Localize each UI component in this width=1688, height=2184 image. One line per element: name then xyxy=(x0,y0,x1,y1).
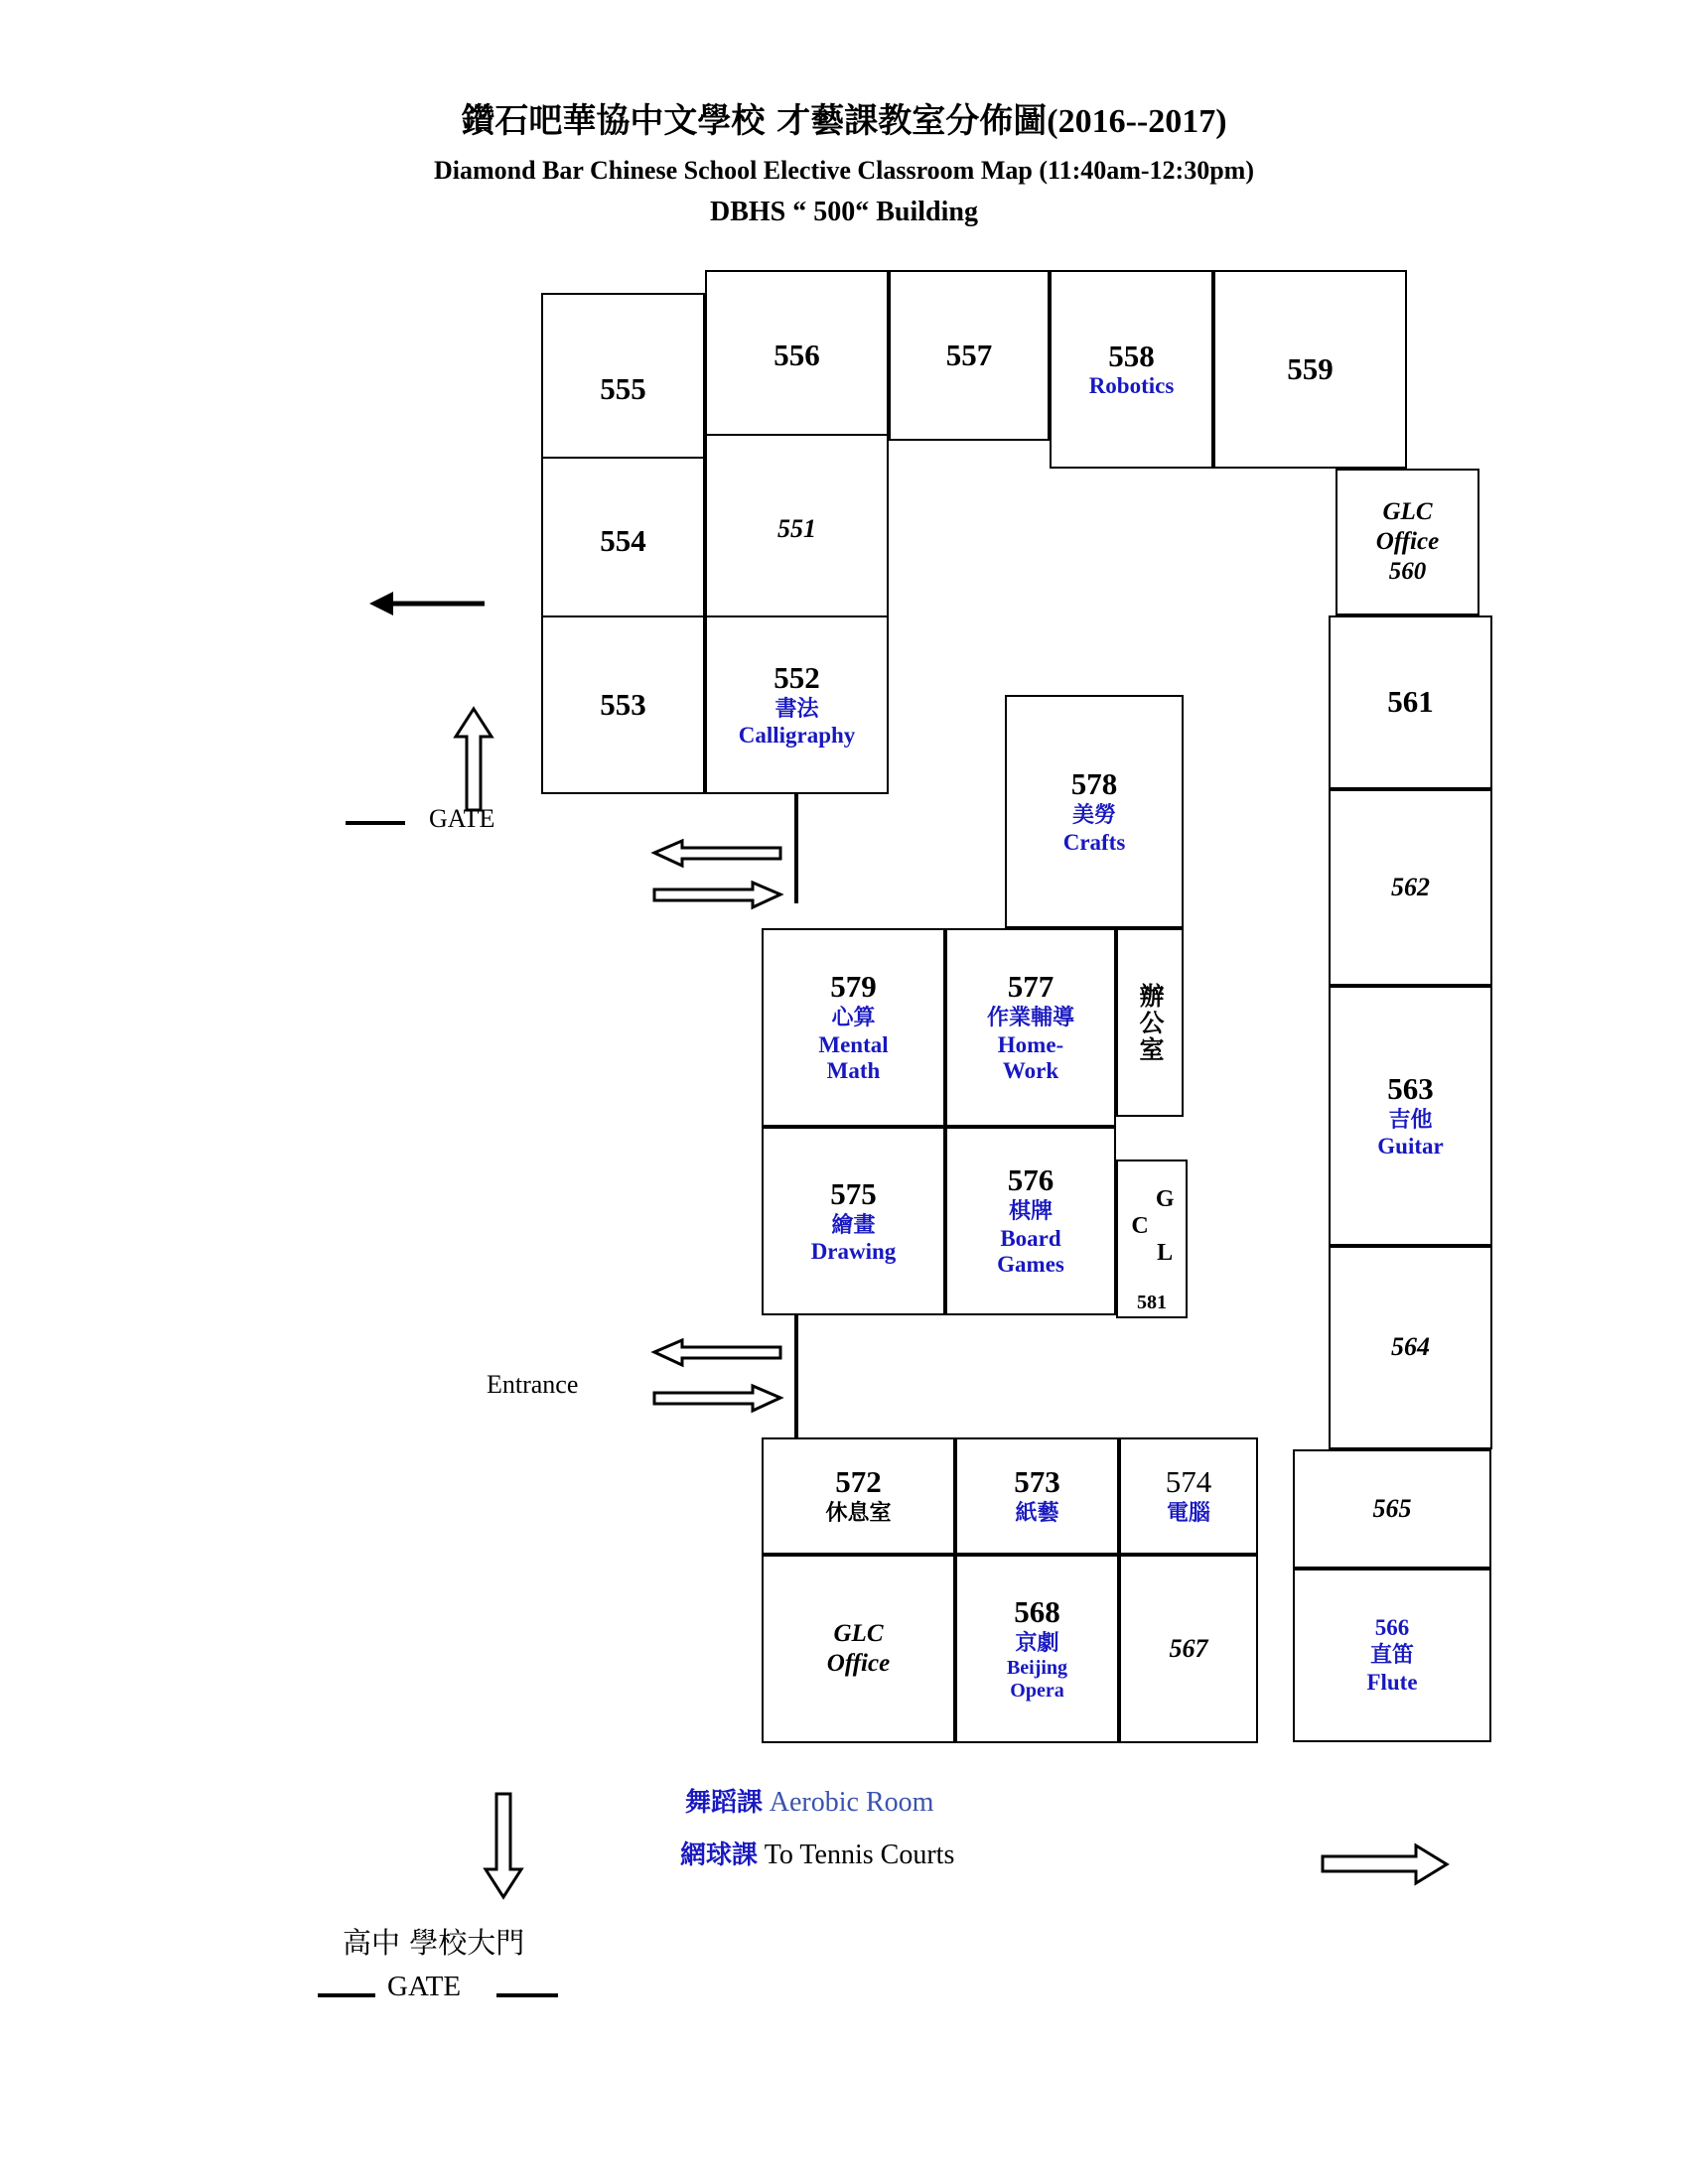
room-557-number: 557 xyxy=(945,337,993,372)
room-563-number: 563 xyxy=(1387,1070,1434,1106)
room-581-number: 581 xyxy=(1137,1292,1167,1313)
room-558-number: 558 xyxy=(1108,338,1155,373)
room-577[interactable] xyxy=(945,928,1116,1127)
room-574-number: 574 xyxy=(1165,1463,1212,1499)
gate-dash-bottom-right xyxy=(496,1993,558,1997)
room-566-label-cn: 直笛 xyxy=(1369,1643,1414,1669)
room-559-number: 559 xyxy=(1287,350,1334,386)
room-561[interactable] xyxy=(1329,615,1492,789)
wall-segment-lower-corridor xyxy=(794,1315,798,1439)
room-562[interactable] xyxy=(1329,789,1492,986)
room-581-glc[interactable] xyxy=(1116,1160,1188,1318)
room-558[interactable] xyxy=(1050,270,1213,469)
room-572-label-cn: 休息室 xyxy=(825,1500,892,1526)
room-574-label-cn: 電腦 xyxy=(1166,1500,1210,1526)
room-561-number: 561 xyxy=(1387,684,1434,720)
legend-tennis-courts xyxy=(680,1835,954,1871)
room-557[interactable] xyxy=(889,270,1050,441)
arrow-double-entrance-icon xyxy=(650,1338,784,1414)
arrow-double-upper-icon xyxy=(650,839,784,910)
room-581-letters: G L C xyxy=(1127,1186,1179,1267)
room-568-label-cn: 京劇 xyxy=(1015,1630,1059,1656)
page-title-chinese: 鑽石吧華協中文學校 才藝課教室分佈圖(2016--2017) xyxy=(461,101,1227,141)
room-575-label-en: Drawing xyxy=(810,1239,897,1265)
room-578-label-en: Crafts xyxy=(1062,829,1126,855)
room-577-label-cn: 作業輔導 xyxy=(986,1006,1074,1031)
room-563-label-cn: 吉他 xyxy=(1388,1107,1433,1133)
room-577-label-en-line1: Home- xyxy=(997,1031,1064,1057)
room-573-label-cn: 紙藝 xyxy=(1015,1500,1059,1526)
room-office-label-cn: 辦公室 xyxy=(1136,982,1165,1063)
page-title-years: (2016--2017) xyxy=(1047,103,1227,140)
legend-aerobic-cn: 舞蹈課 xyxy=(685,1788,764,1818)
room-579-label-cn: 心算 xyxy=(831,1006,876,1031)
room-562-number: 562 xyxy=(1391,872,1430,901)
room-551-number: 551 xyxy=(777,514,816,544)
room-575[interactable] xyxy=(762,1127,945,1315)
page-title-building: DBHS “ 500“ Building xyxy=(710,196,978,227)
room-552-number: 552 xyxy=(774,659,820,695)
room-579-label-en-line2: Math xyxy=(826,1058,881,1084)
room-566-label-en: Flute xyxy=(1366,1669,1418,1695)
room-576-label-cn: 棋牌 xyxy=(1008,1199,1053,1225)
label-gate-top: GATE xyxy=(429,804,495,833)
room-567[interactable] xyxy=(1119,1555,1258,1743)
room-551[interactable] xyxy=(705,434,889,625)
label-entrance: Entrance xyxy=(487,1370,579,1399)
room-563-label-en: Guitar xyxy=(1377,1134,1444,1160)
room-568-label-en-line2: Opera xyxy=(1010,1680,1064,1703)
room-577-number: 577 xyxy=(1007,969,1055,1005)
gate-dash-bottom-left xyxy=(318,1993,375,1997)
gate-dash-top xyxy=(346,821,405,825)
room-560-label-line1: GLC xyxy=(1382,498,1433,525)
arrow-north-outline-icon xyxy=(452,705,495,814)
room-560-glc-office[interactable] xyxy=(1336,469,1479,615)
room-579-label-en-line1: Mental xyxy=(818,1031,889,1057)
room-567-number: 567 xyxy=(1169,1633,1208,1663)
room-552[interactable] xyxy=(705,615,889,794)
room-572-number: 572 xyxy=(835,1463,882,1499)
room-568-number: 568 xyxy=(1014,1593,1060,1629)
room-555-number: 555 xyxy=(600,371,646,407)
room-552-label-en: Calligraphy xyxy=(738,723,856,749)
room-554-number: 554 xyxy=(600,522,646,558)
room-579-number: 579 xyxy=(830,969,877,1005)
room-563[interactable] xyxy=(1329,986,1492,1246)
room-572-glc-office[interactable] xyxy=(762,1555,955,1743)
room-574[interactable] xyxy=(1119,1437,1258,1555)
room-566[interactable] xyxy=(1293,1569,1491,1742)
room-576-label-en-line2: Games xyxy=(997,1252,1064,1278)
room-578-label-cn: 美勞 xyxy=(1071,803,1116,829)
room-572-office-line1: GLC xyxy=(833,1620,884,1647)
page-title-english: Diamond Bar Chinese School Elective Classroom Map (11:40am-12:30pm) xyxy=(434,155,1254,185)
room-576[interactable] xyxy=(945,1127,1116,1315)
legend-aerobic-room xyxy=(685,1782,933,1819)
room-573-number: 573 xyxy=(1014,1463,1060,1499)
room-564-number: 564 xyxy=(1391,1332,1430,1362)
room-573[interactable] xyxy=(955,1437,1119,1555)
label-bottom-gate-cn: 高中 學校大門 xyxy=(343,1926,525,1960)
wall-segment-left-corridor xyxy=(794,794,798,903)
room-566-number: 566 xyxy=(1374,1614,1410,1640)
map-title-block xyxy=(0,99,1688,231)
room-578-number: 578 xyxy=(1070,766,1118,802)
room-552-label-cn: 書法 xyxy=(774,696,819,722)
room-579[interactable] xyxy=(762,928,945,1127)
room-578[interactable] xyxy=(1005,695,1184,928)
room-572-office-line2: Office xyxy=(826,1650,891,1677)
room-576-label-en-line1: Board xyxy=(1000,1225,1061,1251)
room-576-number: 576 xyxy=(1007,1162,1055,1198)
room-575-label-cn: 繪畫 xyxy=(831,1212,876,1238)
room-575-number: 575 xyxy=(830,1175,877,1211)
arrow-west-icon xyxy=(367,584,487,623)
room-565-number: 565 xyxy=(1372,1493,1412,1523)
room-560-label-line2: Office xyxy=(1375,528,1440,555)
room-565[interactable] xyxy=(1293,1449,1491,1569)
legend-aerobic-en: Aerobic Room xyxy=(769,1787,934,1818)
room-577-label-en-line2: Work xyxy=(1002,1058,1059,1084)
room-553[interactable] xyxy=(541,615,705,794)
legend-tennis-en: To Tennis Courts xyxy=(764,1840,955,1870)
legend-tennis-cn: 網球課 xyxy=(680,1841,759,1870)
label-bottom-gate-en: GATE xyxy=(387,1971,462,2002)
room-568[interactable] xyxy=(955,1555,1119,1743)
room-564[interactable] xyxy=(1329,1246,1492,1449)
room-556[interactable] xyxy=(705,270,889,441)
room-554[interactable] xyxy=(541,457,705,625)
room-office[interactable] xyxy=(1116,928,1184,1117)
room-572[interactable] xyxy=(762,1437,955,1555)
room-560-number: 560 xyxy=(1388,558,1427,585)
arrow-east-outline-icon xyxy=(1321,1842,1450,1887)
room-556-number: 556 xyxy=(774,337,820,372)
room-568-label-en-line1: Beijing xyxy=(1006,1657,1068,1680)
room-559[interactable] xyxy=(1213,270,1407,469)
room-553-number: 553 xyxy=(600,686,646,722)
room-558-label: Robotics xyxy=(1088,372,1175,398)
arrow-south-outline-icon xyxy=(482,1792,525,1901)
